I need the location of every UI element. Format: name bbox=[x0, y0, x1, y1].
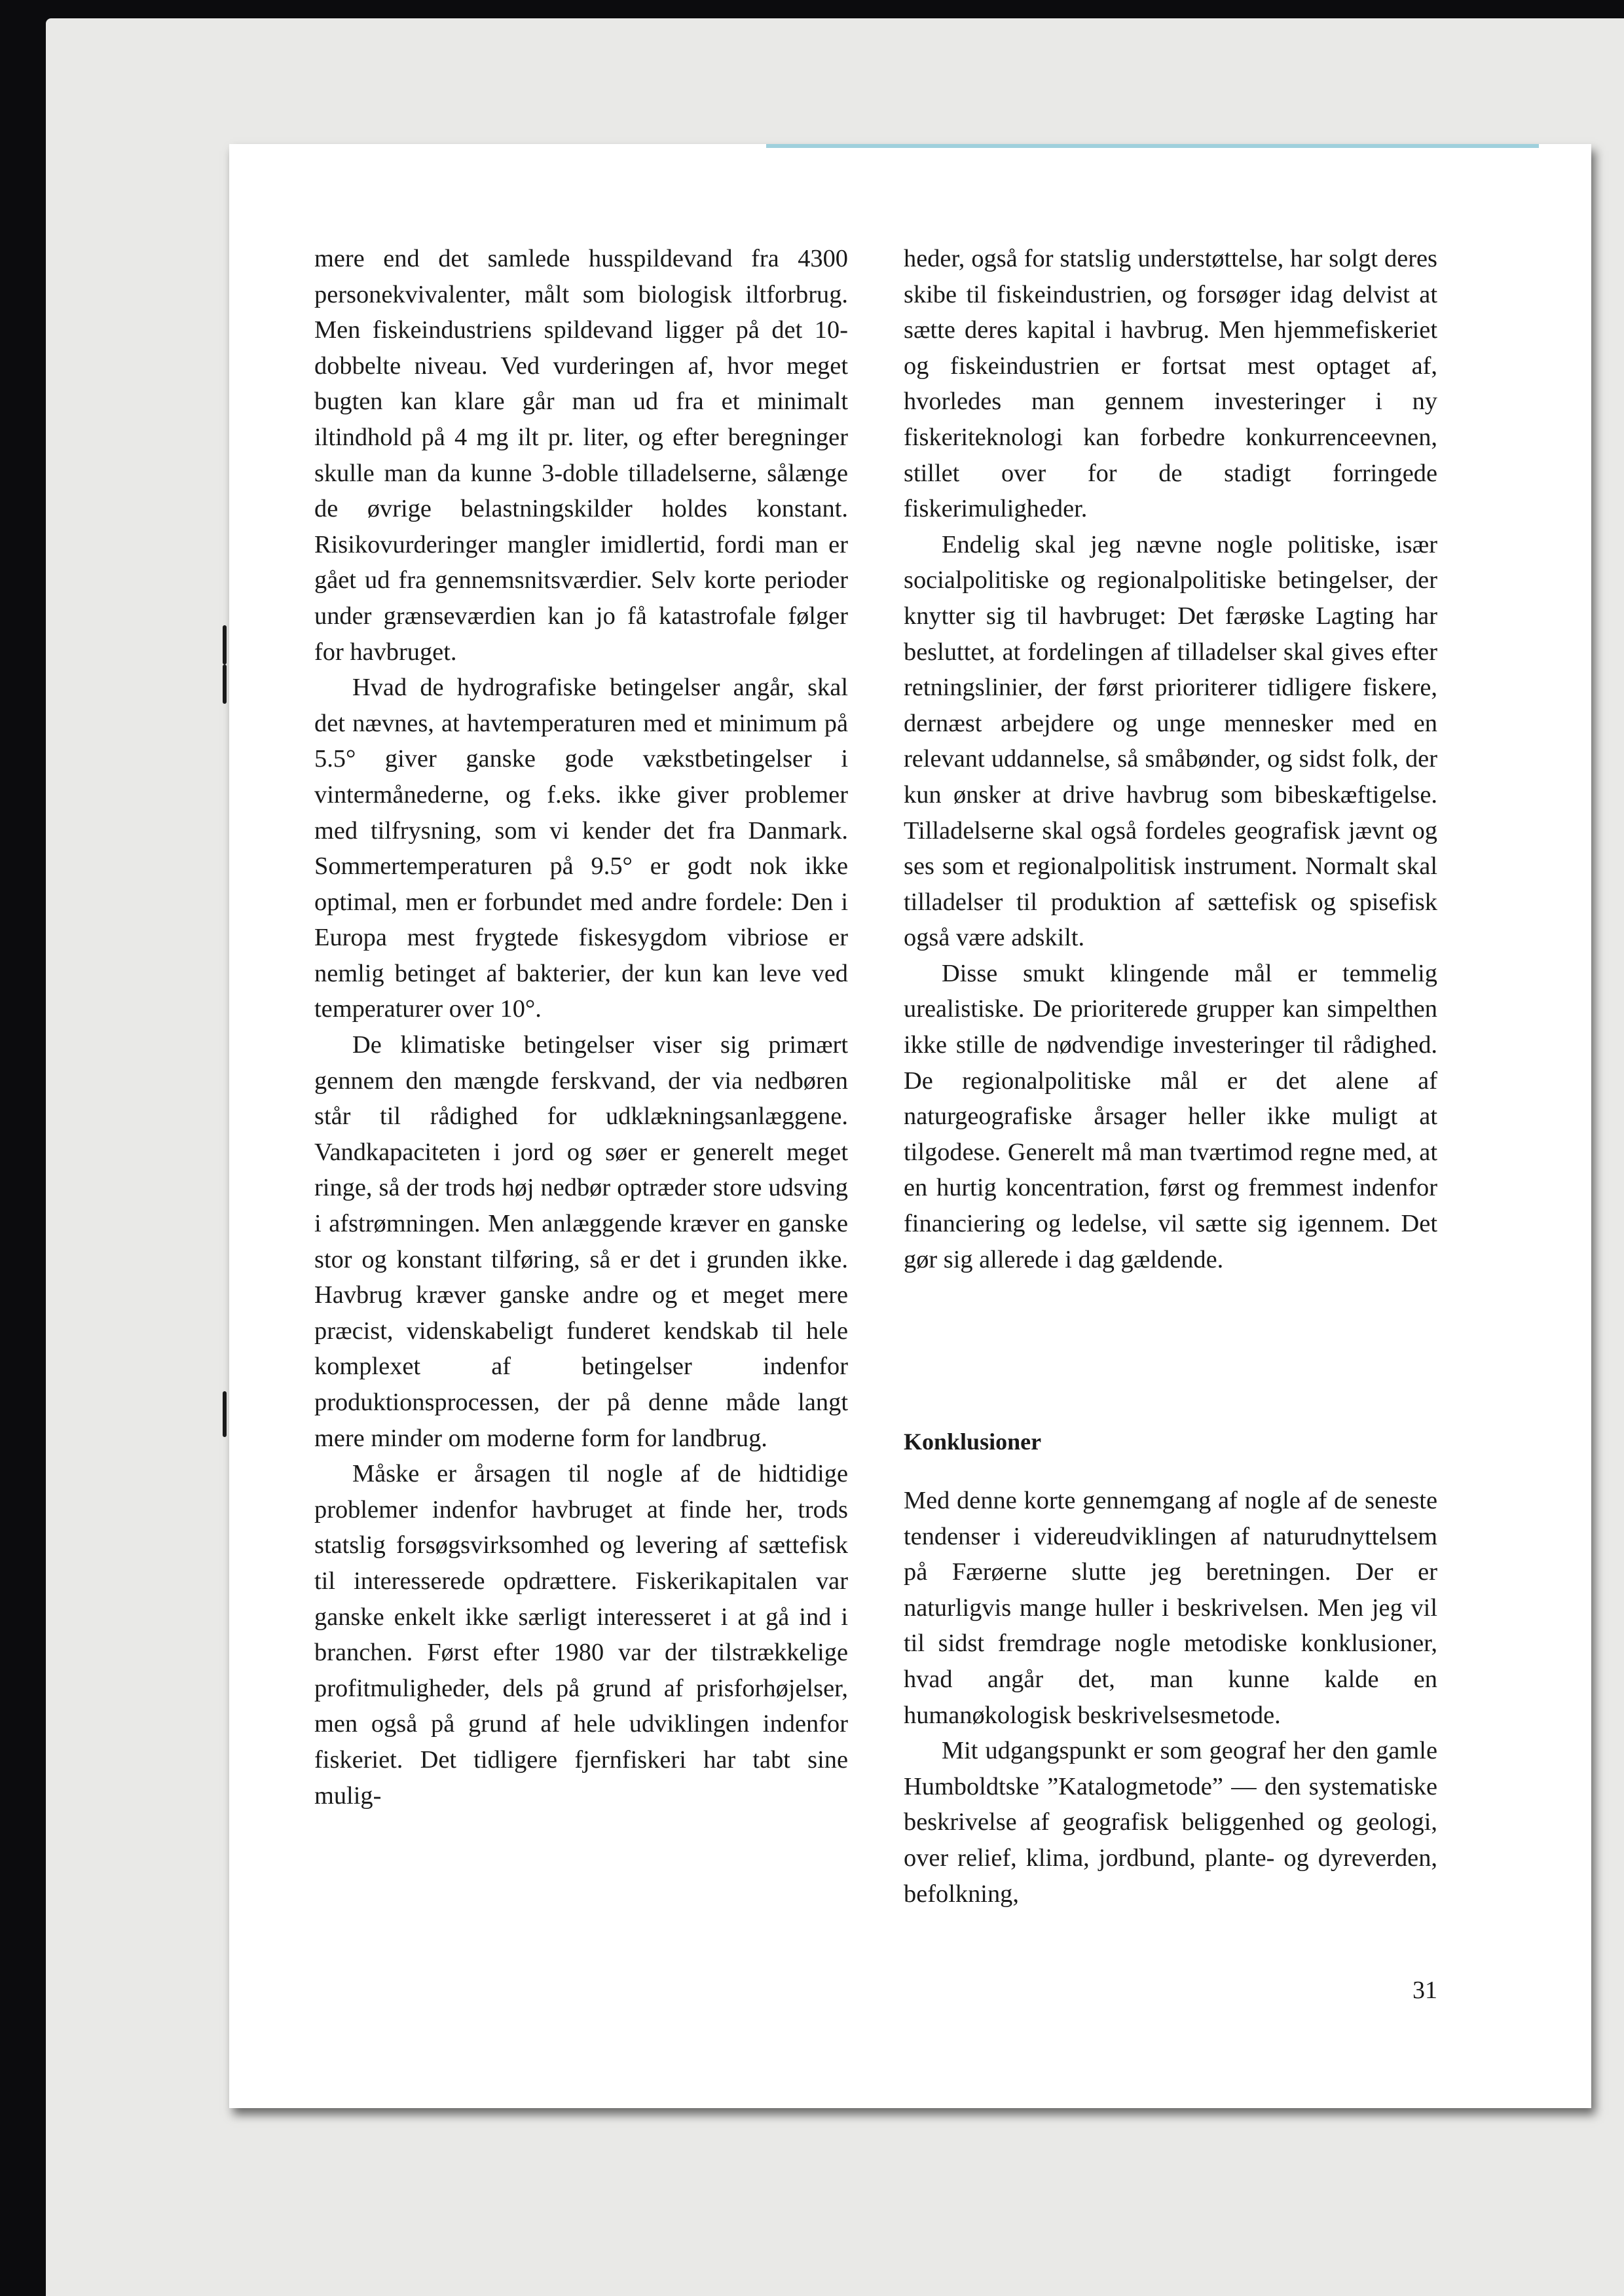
paragraph: Mit udgangspunkt er som geograf her den gamle Humboldtske ”Katalogmetode” — den systematiske beskrivelse af geografisk beliggenhed og geologi, over relief, klima, jordbund, plante- og dyreverden, befolkning, bbox=[904, 1737, 1437, 1908]
section-heading: Konklusioner bbox=[904, 1429, 1042, 1455]
conclusion-text-column bbox=[904, 1483, 1437, 1912]
page-top-edge bbox=[766, 144, 1539, 148]
paragraph: mere end det samlede husspildevand fra 4300 personekvivalenter, målt som biologisk iltforbrug. Men fiskeindustriens spildevand ligger på det 10-dobbelte niveau. Ved vurderingen af, hvor meget bugten kan klare går man ud fra et minimalt iltindhold på 4 mg ilt pr. liter, og efter beregninger skulle man da kunne 3-doble tilladelserne, sålænge de øvrige belastningskilder holdes konstant. Risikovurderinger mangler imidlertid, fordi man er gået ud fra gennemsnitsværdier. Selv korte perioder under grænseværdien kan jo få katastrofale følger for havbruget. bbox=[314, 245, 848, 666]
right-text-column bbox=[904, 241, 1437, 1277]
paragraph: Med denne korte gennemgang af nogle af de seneste tendenser i videreudviklingen af naturudnyttelsem på Færøerne slutte jeg beretningen. Der er naturligvis mange huller i beskrivelsen. Men jeg vil til sidst fremdrage nogle metodiske konklusioner, hvad angår det, man kunne kalde en humanøkologisk beskrivelsesmetode. bbox=[904, 1487, 1437, 1729]
paragraph: Hvad de hydrografiske betingelser angår, skal det nævnes, at havtemperaturen med et minimum på 5.5° giver ganske gode vækstbetingelser i vintermånederne, og f.eks. ikke giver problemer med tilfrysning, som vi kender det fra Danmark. Sommertemperaturen på 9.5° er godt nok ikke optimal, men er forbundet med andre fordele: Den i Europa mest frygtede fiskesygdom vibriose er nemlig betinget af bakterier, der kun kan leve ved temperaturer over 10°. bbox=[314, 674, 848, 1023]
paragraph: Måske er årsagen til nogle af de hidtidige problemer indenfor havbruget at finde her, trods statslig forsøgsvirksomhed og levering af sættefisk til interesserede opdrættere. Fiskerikapitalen var ganske enkelt ikke særligt interesseret i at gå ind i branchen. Først efter 1980 var der tilstrækkelige profitmuligheder, dels på grund af prisforhøjelser, men også på grund af hele udviklingen indenfor fiskeriet. Det tidligere fjernfiskeri har tabt sine mulig- bbox=[314, 1460, 848, 1810]
paragraph: Endelig skal jeg nævne nogle politiske, især socialpolitiske og regionalpolitiske betingelser, der knytter sig til havbruget: Det færøske Lagting har besluttet, at fordelingen af tilladelser skal gives efter retningslinier, der først prioriterer tidligere fiskere, dernæst arbejdere og unge mennesker med en relevant uddannelse, så småbønder, og sidst folk, der kun ønsker at drive havbrug som bibeskæftigelse. Tilladelserne skal også fordeles geografisk jævnt og ses som et regionalpolitisk instrument. Normalt skal tilladelser til produktion af sættefisk og spisefisk også være adskilt. bbox=[904, 530, 1437, 952]
document-page bbox=[229, 144, 1591, 2108]
page-number: 31 bbox=[1412, 1977, 1437, 2004]
binding-hole-mark bbox=[223, 625, 227, 665]
paragraph: heder, også for statslig understøttelse, har solgt deres skibe til fiskeindustrien, og forsøger idag delvist at sætte deres kapital i havbrug. Men hjemmefiskeriet og fiskeindustrien er fortsat mest optaget af, hvorledes man gennem investeringer i ny fiskeriteknologi kan forbedre konkurrenceevnen, stillet over for de stadigt forringede fiskerimuligheder. bbox=[904, 245, 1437, 523]
binding-hole-mark bbox=[223, 665, 227, 704]
paragraph: De klimatiske betingelser viser sig primært gennem den mængde ferskvand, der via nedbøren står til rådighed for udklækningsanlæggene. Vandkapaciteten i jord og søer er generelt meget ringe, så der trods høj nedbør optræder store udsving i afstrømningen. Men anlæggende kræver en ganske stor og konstant tilføring, så er det i grunden ikke. Havbrug kræver ganske andre og et meget mere præcist, videnskabeligt funderet kendskab til hele komplexet af betingelser indenfor produktionsprocessen, der på denne måde langt mere minder om moderne form for landbrug. bbox=[314, 1031, 848, 1452]
paragraph: Disse smukt klingende mål er temmelig urealistiske. De prioriterede grupper kan simpelthen ikke stille de nødvendige investeringer til rådighed. De regionalpolitiske mål er det alene af naturgeografiske årsager heller ikke muligt at tilgodese. Generelt må man tværtimod regne med, at en hurtig koncentration, først og fremmest indenfor financiering og ledelse, vil sætte sig igennem. Det gør sig allerede i dag gældende. bbox=[904, 959, 1437, 1273]
left-text-column bbox=[314, 241, 848, 1813]
binding-hole-mark bbox=[223, 1391, 227, 1437]
